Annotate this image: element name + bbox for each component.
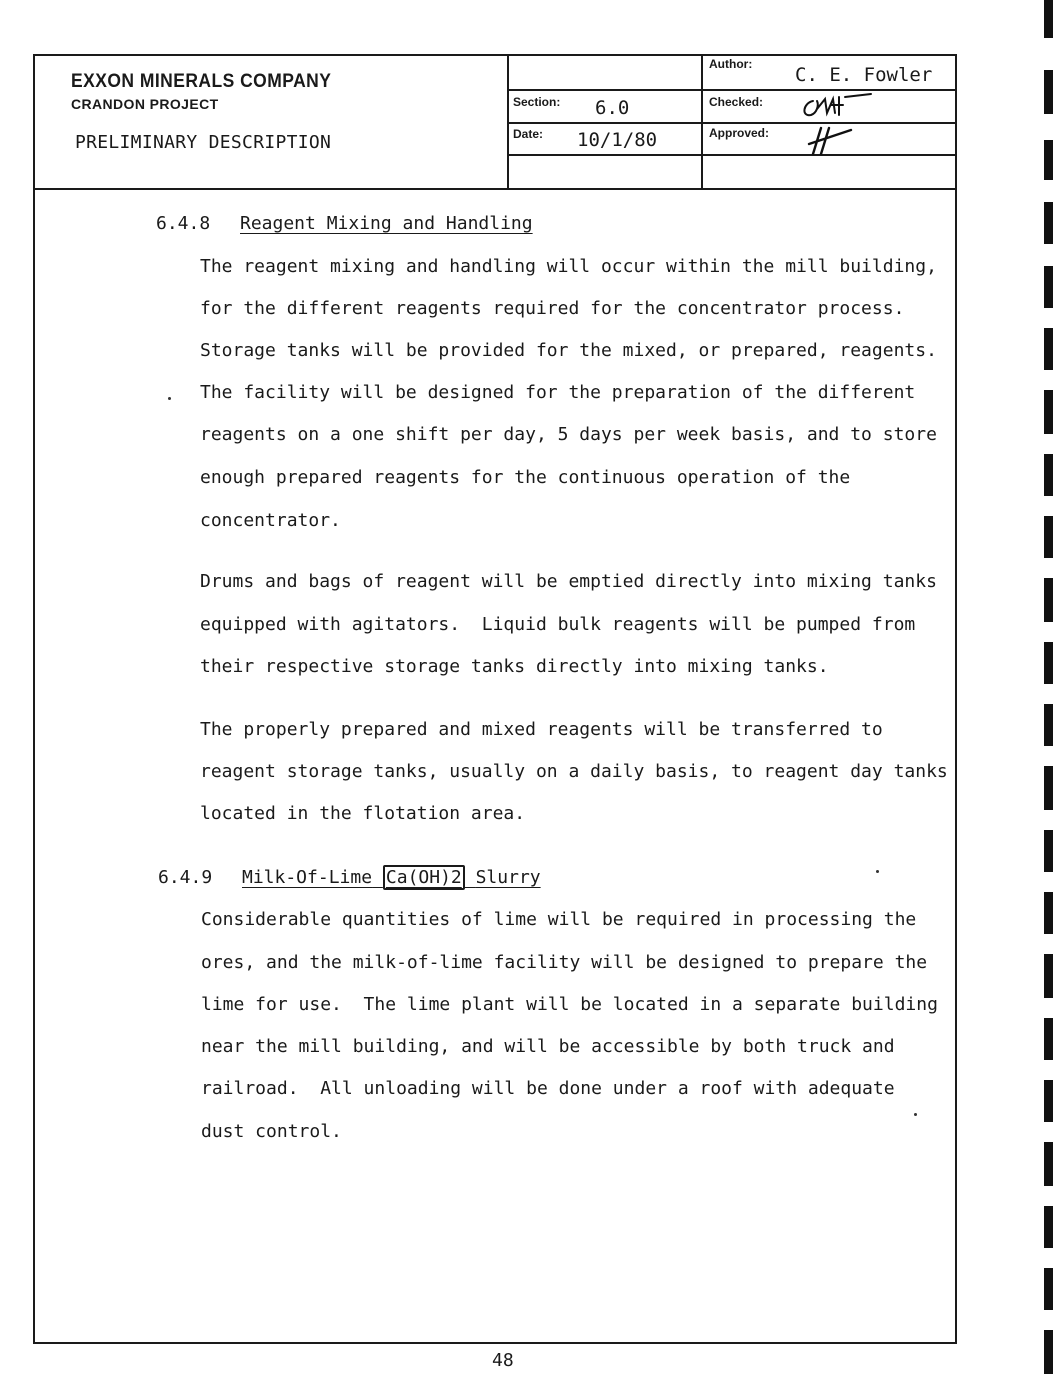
- paragraph-line: concentrator.: [200, 510, 341, 531]
- paragraph-line: ores, and the milk-of-lime facility will be designed to prepare the: [201, 952, 928, 973]
- approved-signature: [799, 124, 859, 158]
- section-label: Section:: [513, 95, 561, 109]
- paragraph-line: near the mill building, and will be accessible by both truck and: [201, 1036, 895, 1057]
- checked-signature: [795, 91, 885, 123]
- author-label: Author:: [709, 57, 753, 71]
- binder-mark: [1044, 70, 1053, 114]
- title-block: [35, 56, 955, 190]
- speck-mark: [914, 1113, 917, 1116]
- section-title: Reagent Mixing and Handling: [240, 213, 533, 234]
- binder-mark: [1044, 892, 1053, 934]
- author-value: C. E. Fowler: [795, 64, 933, 86]
- binder-mark: [1044, 1142, 1053, 1186]
- section-value: 6.0: [595, 97, 630, 119]
- binder-mark: [1044, 516, 1053, 558]
- paragraph-line: enough prepared reagents for the continuous operation of the: [200, 467, 851, 488]
- binder-mark: [1044, 454, 1053, 496]
- speck-mark: [876, 870, 879, 873]
- title-block-left: [35, 56, 509, 188]
- binder-mark: [1044, 1080, 1053, 1122]
- paragraph-line: for the different reagents required for the concentrator process.: [200, 298, 905, 319]
- project-name: CRANDON PROJECT: [71, 96, 219, 112]
- blank-cell-top: [509, 56, 701, 91]
- paragraph-line: located in the flotation area.: [200, 803, 526, 824]
- paragraph-line: their respective storage tanks directly into mixing tanks.: [200, 656, 829, 677]
- section-cell: [509, 91, 701, 124]
- page-number: 48: [492, 1350, 514, 1371]
- speck-mark: [168, 397, 171, 400]
- checked-label: Checked:: [709, 95, 764, 109]
- binder-mark: [1044, 578, 1053, 622]
- paragraph-line: lime for use. The lime plant will be located in a separate building: [201, 994, 938, 1015]
- section-title-post: Slurry: [475, 867, 541, 888]
- binder-mark: [1044, 202, 1053, 244]
- paragraph-line: The facility will be designed for the preparation of the different: [200, 382, 916, 403]
- blank-cell-right: [703, 156, 955, 188]
- binder-mark: [1044, 704, 1053, 746]
- paragraph-line: Considerable quantities of lime will be required in processing the: [201, 909, 917, 930]
- formula-bracket: Ca(OH)2: [383, 865, 465, 890]
- binder-mark: [1044, 390, 1053, 434]
- section-number: 6.4.9: [158, 867, 213, 888]
- document-frame: [33, 54, 957, 1344]
- paragraph-line: The properly prepared and mixed reagents will be transferred to: [200, 719, 883, 740]
- binder-mark: [1044, 0, 1053, 38]
- date-label: Date:: [513, 127, 544, 141]
- date-cell: [509, 124, 701, 156]
- paragraph-line: Storage tanks will be provided for the mixed, or prepared, reagents.: [200, 340, 937, 361]
- binder-mark: [1044, 1206, 1053, 1248]
- binder-mark: [1044, 266, 1053, 308]
- date-value: 10/1/80: [577, 129, 658, 151]
- binder-mark: [1044, 1018, 1053, 1060]
- approved-cell: [703, 124, 955, 156]
- binder-mark: [1044, 140, 1053, 180]
- binder-mark: [1044, 954, 1053, 998]
- blank-cell-bottom: [509, 156, 701, 188]
- title-block-right: [703, 56, 955, 188]
- document-type: PRELIMINARY DESCRIPTION: [75, 132, 332, 153]
- title-block-middle: [509, 56, 703, 188]
- section-title: [242, 867, 541, 888]
- binder-mark: [1044, 328, 1053, 370]
- company-name: EXXON MINERALS COMPANY: [71, 71, 332, 92]
- section-number: 6.4.8: [156, 213, 211, 234]
- paragraph-line: Drums and bags of reagent will be emptied directly into mixing tanks: [200, 571, 937, 592]
- checked-cell: [703, 91, 955, 124]
- approved-label: Approved:: [709, 126, 769, 140]
- binder-mark: [1044, 642, 1053, 684]
- section-title-pre: Milk-Of-Lime: [242, 867, 373, 888]
- binder-mark: [1044, 1330, 1053, 1374]
- binder-mark: [1044, 1268, 1053, 1310]
- binder-mark: [1044, 766, 1053, 810]
- binder-mark: [1044, 830, 1053, 872]
- paragraph-line: reagents on a one shift per day, 5 days per week basis, and to store: [200, 424, 937, 445]
- paragraph-line: railroad. All unloading will be done under a roof with adequate: [201, 1078, 895, 1099]
- author-cell: [703, 56, 955, 91]
- paragraph-line: dust control.: [201, 1121, 342, 1142]
- paragraph-line: equipped with agitators. Liquid bulk reagents will be pumped from: [200, 614, 916, 635]
- paragraph-line: The reagent mixing and handling will occur within the mill building,: [200, 256, 937, 277]
- paragraph-line: reagent storage tanks, usually on a daily basis, to reagent day tanks: [200, 761, 948, 782]
